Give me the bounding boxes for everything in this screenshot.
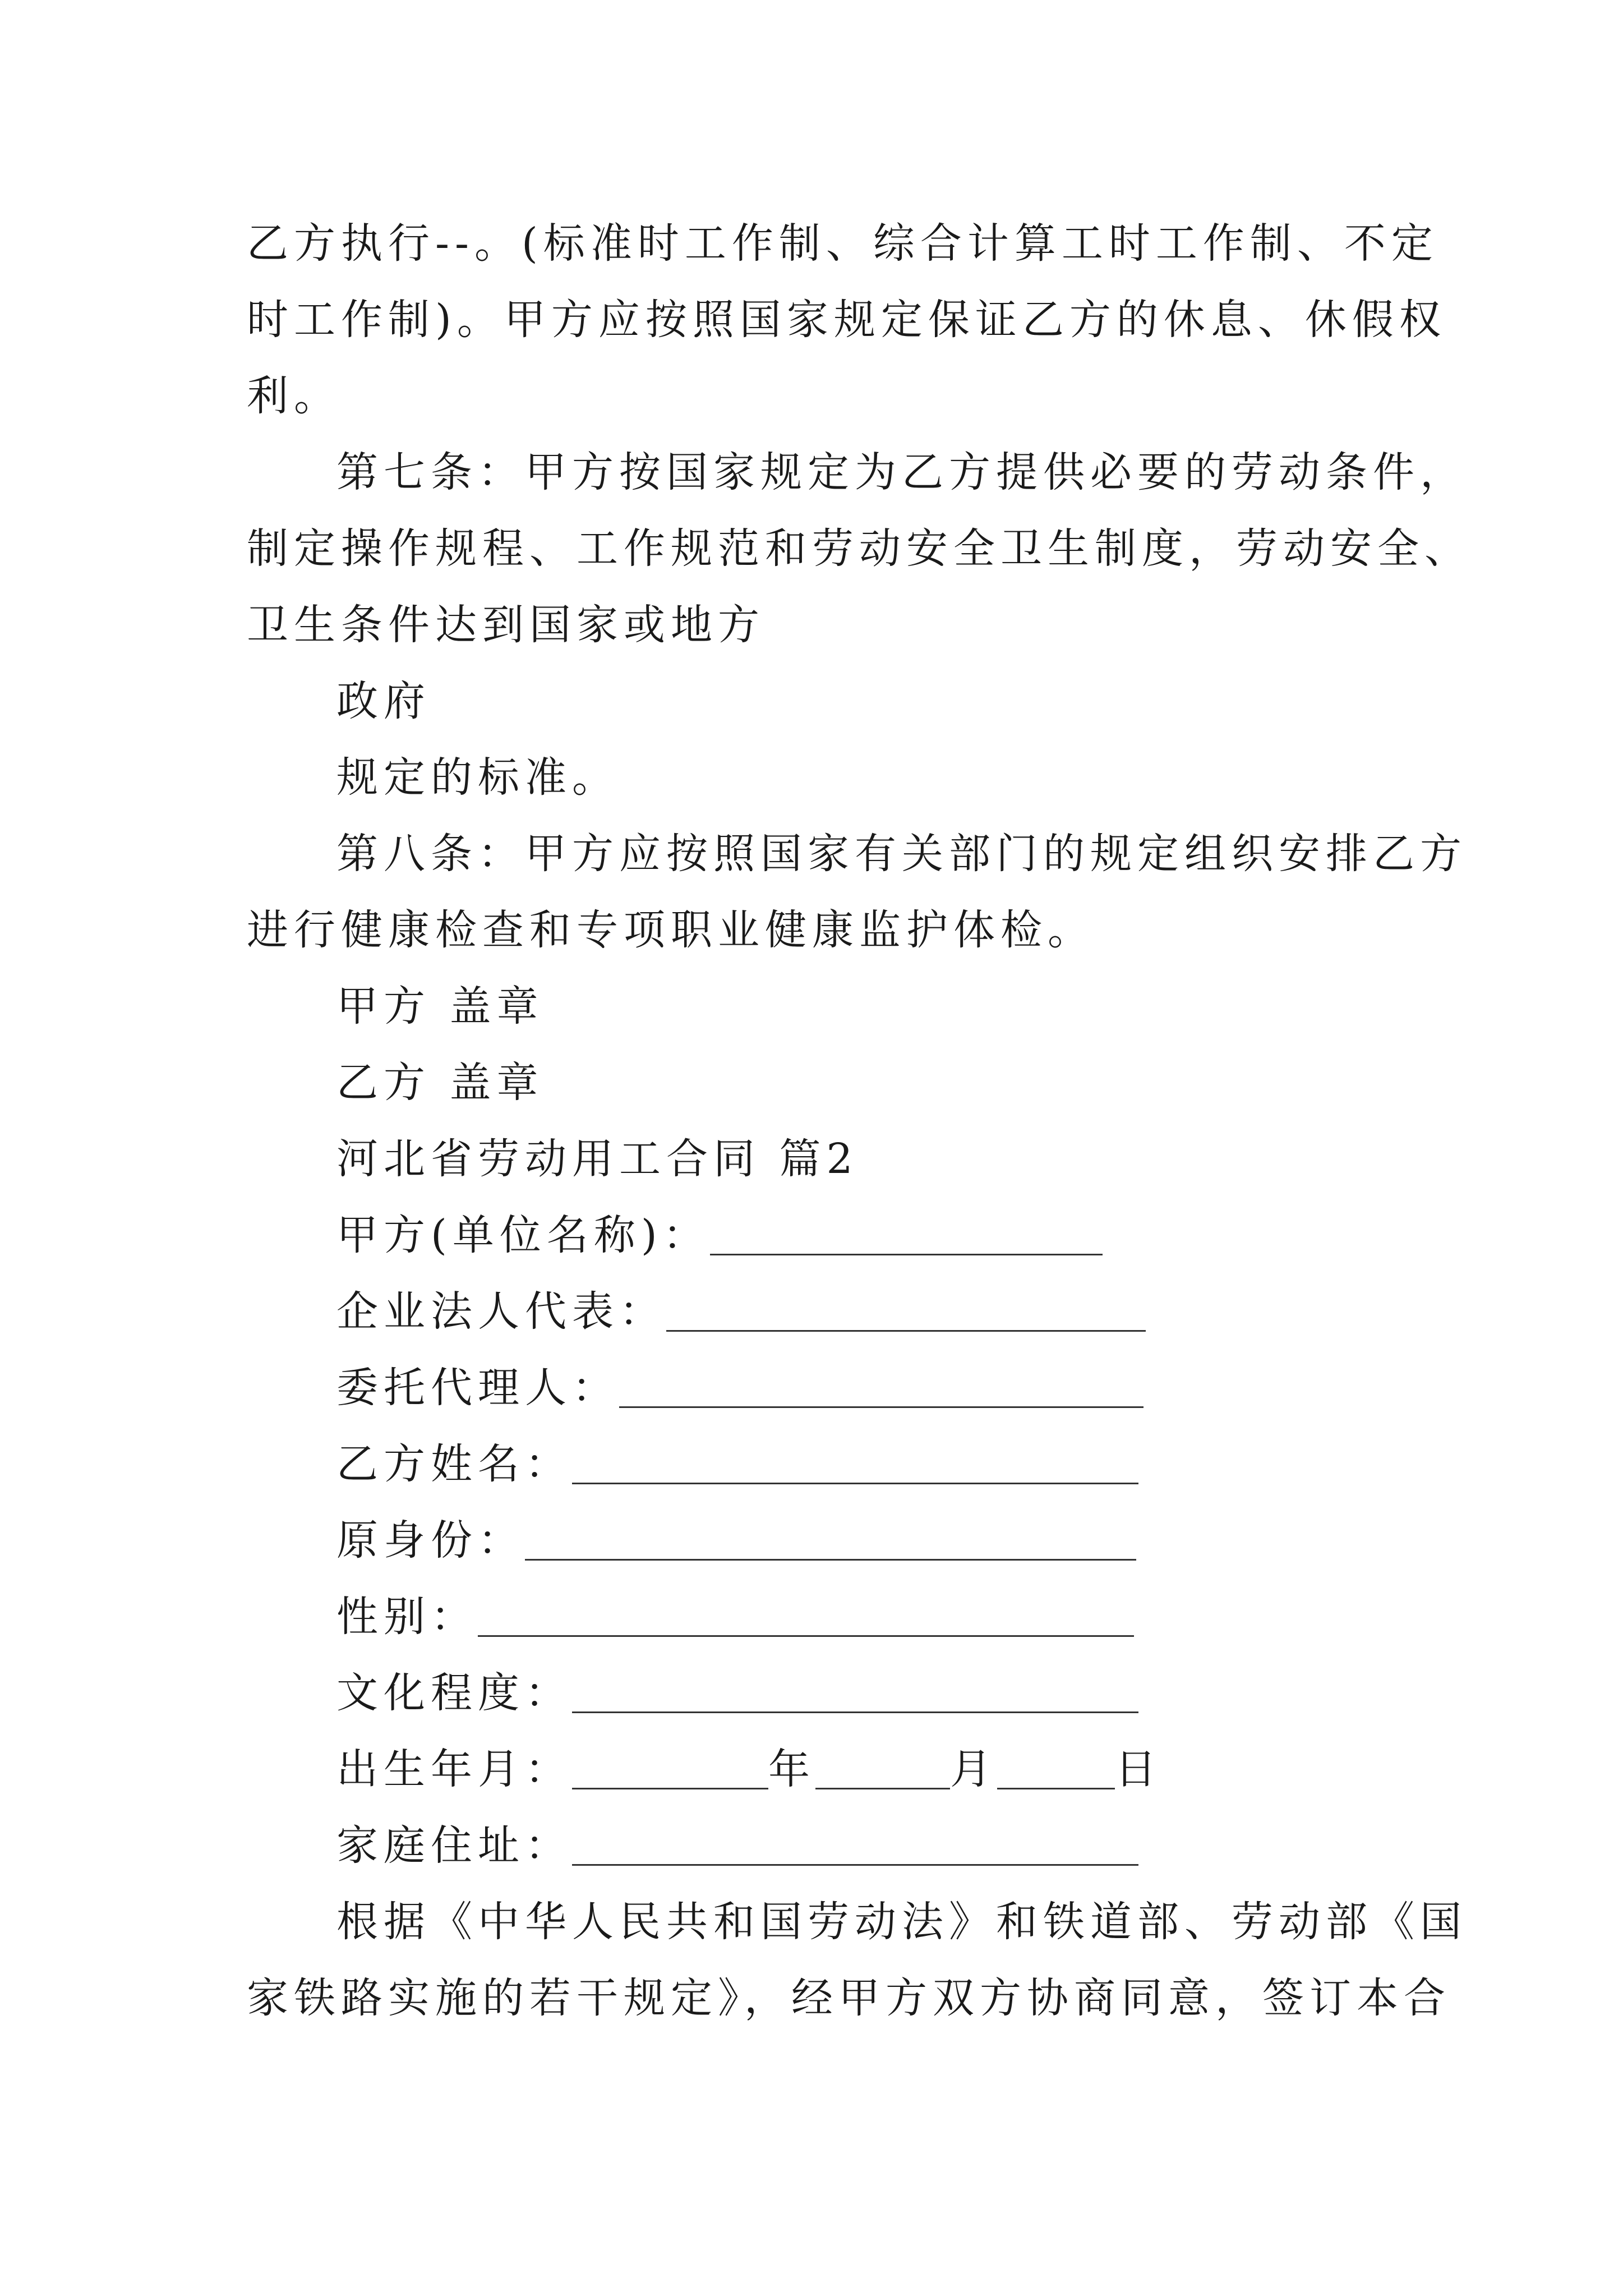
agent-field [336, 1360, 1144, 1416]
address-field [336, 1818, 1138, 1874]
legal-rep-blank[interactable] [666, 1291, 1146, 1332]
original-status-blank[interactable] [525, 1520, 1136, 1561]
address-blank[interactable] [572, 1825, 1138, 1866]
field-label: 原身份： [336, 1516, 525, 1565]
party-b-seal: 乙方 盖章 [336, 1059, 544, 1107]
article-7-heading: 第七条：甲方按国家规定为乙方提供必要的劳动条件， [336, 448, 1467, 496]
paragraph-line: 制定操作规程、工作规范和劳动安全卫生制度，劳动安全、 [247, 524, 1472, 573]
party-a-seal: 甲方 盖章 [336, 982, 544, 1030]
field-label: 文化程度： [336, 1669, 572, 1717]
paragraph-line: 卫生条件达到国家或地方 [247, 601, 765, 649]
paragraph-line: 规定的标准。 [336, 753, 619, 802]
field-label: 乙方姓名： [336, 1440, 572, 1488]
agent-blank[interactable] [619, 1367, 1144, 1408]
paragraph-line: 根据《中华人民共和国劳动法》和铁道部、劳动部《国 [336, 1898, 1467, 1946]
field-label: 甲方(单位名称)： [336, 1211, 710, 1259]
paragraph-line: 政府 [336, 677, 431, 725]
paragraph-line: 家铁路实施的若干规定》，经甲方双方协商同意，签订本合 [247, 1974, 1451, 2022]
birth-year-blank[interactable] [572, 1749, 768, 1789]
paragraph-line: 乙方执行--。(标准时工作制、综合计算工时工作制、不定 [247, 219, 1438, 268]
education-blank[interactable] [572, 1672, 1138, 1713]
employee-name-field [336, 1436, 1138, 1492]
birth-day-blank[interactable] [997, 1749, 1115, 1789]
paragraph-line: 进行健康检查和专项职业健康监护体检。 [247, 906, 1095, 954]
day-label: 日 [1115, 1745, 1162, 1793]
paragraph-line: 利。 [247, 372, 341, 420]
employer-name-blank[interactable] [710, 1214, 1103, 1255]
paragraph-line: 时工作制)。甲方应按照国家规定保证乙方的休息、休假权 [247, 296, 1446, 344]
birth-month-blank[interactable] [815, 1749, 950, 1789]
article-8-heading: 第八条：甲方应按照国家有关部门的规定组织安排乙方 [336, 830, 1467, 878]
gender-field [336, 1589, 1134, 1645]
year-label: 年 [768, 1745, 815, 1793]
birth-date-field [336, 1741, 1162, 1797]
field-label: 出生年月： [336, 1745, 572, 1793]
field-label: 委托代理人： [336, 1364, 619, 1412]
field-label: 家庭住址： [336, 1821, 572, 1870]
education-field [336, 1665, 1138, 1721]
field-label: 企业法人代表： [336, 1287, 666, 1336]
month-label: 月 [950, 1745, 997, 1793]
employee-name-blank[interactable] [572, 1443, 1138, 1484]
legal-rep-field [336, 1283, 1146, 1340]
employer-name-field [336, 1207, 1103, 1263]
original-status-field [336, 1512, 1136, 1568]
field-label: 性别： [336, 1593, 478, 1641]
contract-title: 河北省劳动用工合同 篇2 [336, 1135, 859, 1183]
gender-blank[interactable] [478, 1596, 1134, 1637]
